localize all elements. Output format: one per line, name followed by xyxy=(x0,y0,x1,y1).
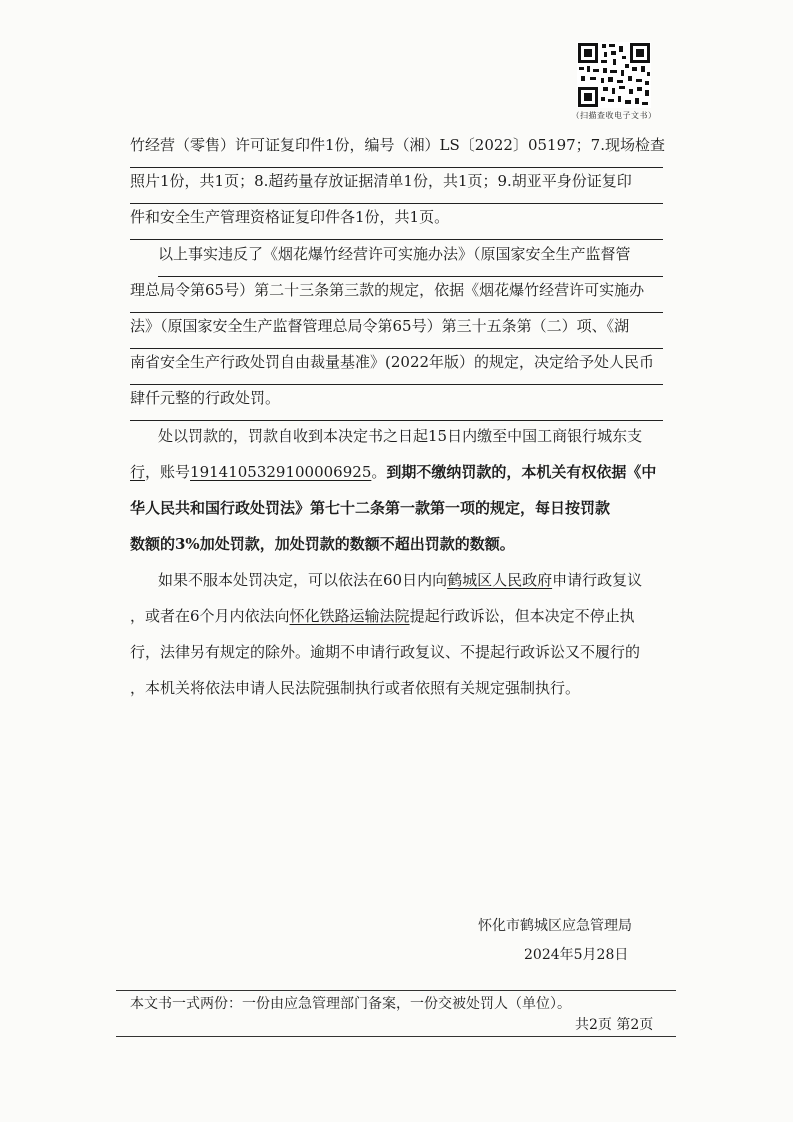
text-line: 肆仟元整的行政处罚。 xyxy=(130,384,663,421)
qr-caption: （扫描查收电子文书） xyxy=(571,111,657,120)
text-line: 南省安全生产行政处罚自由裁量基准》(2022年版）的规定，决定给予处人民币 xyxy=(130,348,663,385)
text-segment: 如果不服本处罚决定，可以依法在60日内向 xyxy=(158,571,448,589)
text-segment: 申请行政复议 xyxy=(552,571,643,589)
bank-name-end: 行 xyxy=(130,463,146,481)
issuing-authority: 怀化市鹤城区应急管理局 xyxy=(478,918,632,934)
qr-code-icon xyxy=(577,42,651,108)
text-line: 照片1份，共1页；8.超药量存放证据清单1份，共1页；9.胡亚平身份证复印 xyxy=(130,167,663,204)
text-line: ，本机关将依法申请人民法院强制执行或者依照有关规定强制执行。 xyxy=(130,679,581,697)
text-line: 法》（原国家安全生产监督管理总局令第65号）第三十五条第（二）项、《湖 xyxy=(130,312,663,349)
footer-bottom-divider xyxy=(116,1036,676,1037)
litigation-court: 怀化铁路运输法院 xyxy=(289,607,410,625)
text-line: 华人民共和国行政处罚法》第七十二条第一款第一项的规定，每日按罚款 xyxy=(130,499,611,517)
text-segment: 提起行政诉讼，但本决定不停止执 xyxy=(409,607,635,625)
review-authority: 鹤城区人民政府 xyxy=(447,571,553,589)
text-line xyxy=(130,458,656,494)
text-line: 数额的3%加处罚款，加处罚款的数额不超出罚款的数额。 xyxy=(130,535,515,553)
text-line: 以上事实违反了《烟花爆竹经营许可实施办法》（原国家安全生产监督管 xyxy=(158,240,663,277)
text-line xyxy=(130,602,635,638)
issue-date: 2024年5月28日 xyxy=(524,947,629,963)
account-number: 1914105329100006925 xyxy=(190,463,372,481)
text-line: 理总局令第65号）第二十三条第三款的规定，依据《烟花爆竹经营许可实施办 xyxy=(130,276,663,313)
page-number: 共2页 第2页 xyxy=(575,1017,654,1033)
text-line: 竹经营（零售）许可证复印件1份，编号（湘）LS〔2022〕05197；7.现场检查 xyxy=(130,131,663,168)
footer-divider xyxy=(116,990,676,991)
qr-code-block xyxy=(570,42,658,121)
footer-note: 本文书一式两份：一份由应急管理部门备案，一份交被处罚人（单位）。 xyxy=(130,996,571,1012)
account-label: ，账号 xyxy=(145,463,191,481)
text-line xyxy=(158,566,642,602)
text-line: 件和安全生产管理资格证复印件各1份，共1页。 xyxy=(130,203,663,240)
late-payment-clause: 到期不缴纳罚款的，本机关有权依据《中 xyxy=(386,463,657,481)
text-segment: ，或者在6个月内依法向 xyxy=(130,607,290,625)
punctuation: 。 xyxy=(371,463,387,481)
text-line: 行，法律另有规定的除外。逾期不申请行政复议、不提起行政诉讼又不履行的 xyxy=(130,643,641,661)
text-line: 处以罚款的，罚款自收到本决定书之日起15日内缴至中国工商银行城东支 xyxy=(158,427,643,445)
